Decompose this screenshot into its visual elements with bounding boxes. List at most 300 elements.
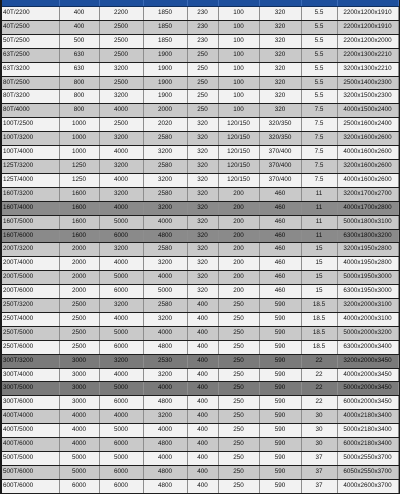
spec-cell: 320 [259,104,301,118]
spec-cell: 5000 [99,271,143,285]
spec-cell: 11 [301,201,337,215]
spec-cell: 5000 [59,465,99,479]
spec-cell: 200 [218,187,259,201]
spec-cell: 590 [259,396,301,410]
spec-cell: 5000x1800x3100 [337,215,398,229]
spec-cell: 5.5 [301,7,337,21]
spec-cell: 230 [187,20,218,34]
model-cell: 160T/3200 [2,187,59,201]
spec-cell: 4000 [99,257,143,271]
spec-cell: 250 [218,424,259,438]
spec-cell: 800 [59,104,99,118]
spec-cell: 800 [59,90,99,104]
spec-cell: 1850 [143,34,187,48]
model-cell: 100T/2500 [2,118,59,132]
spec-cell: 2500 [99,34,143,48]
spec-cell: 200 [218,257,259,271]
spec-cell: 590 [259,410,301,424]
spec-cell: 400 [187,465,218,479]
spec-cell: 11 [301,229,337,243]
spec-cell: 250 [218,368,259,382]
spec-cell: 250 [187,62,218,76]
spec-cell: 30 [301,424,337,438]
model-cell: 300T/3200 [2,354,59,368]
spec-cell: 400 [187,340,218,354]
spec-cell: 5000 [99,215,143,229]
table-row [2,271,398,285]
spec-cell: 400 [187,368,218,382]
table-row [2,34,398,48]
table-row [2,243,398,257]
spec-cell: 4000x2000x3100 [337,312,398,326]
spec-cell: 22 [301,354,337,368]
model-cell: 400T/6000 [2,438,59,452]
table-row [2,452,398,466]
spec-cell: 2500 [99,48,143,62]
spec-cell: 100 [218,104,259,118]
table-row [2,215,398,229]
spec-cell: 230 [187,34,218,48]
spec-cell: 3200x2000x3450 [337,354,398,368]
spec-cell: 320 [259,20,301,34]
spec-cell: 6000 [99,465,143,479]
model-cell: 300T/5000 [2,382,59,396]
spec-cell: 320 [187,271,218,285]
spec-cell: 4800 [143,465,187,479]
spec-cell: 400 [59,20,99,34]
spec-cell: 3200 [143,173,187,187]
table-row [2,62,398,76]
spec-cell: 3200x1500x2300 [337,90,398,104]
spec-cell: 4000 [143,326,187,340]
spec-cell: 5.5 [301,90,337,104]
spec-cell: 1250 [59,159,99,173]
spec-cell: 320 [259,90,301,104]
spec-cell: 3200 [143,201,187,215]
spec-cell: 3200x1600x2600 [337,159,398,173]
spec-cell: 3200 [143,312,187,326]
table-row [2,382,398,396]
spec-cell: 590 [259,340,301,354]
spec-cell: 2200x1200x1910 [337,20,398,34]
spec-cell: 400 [187,326,218,340]
model-cell: 250T/4000 [2,312,59,326]
spec-cell: 15 [301,271,337,285]
spec-table [2,0,399,494]
spec-cell: 1600 [59,229,99,243]
table-row [2,7,398,21]
spec-cell: 3200 [143,410,187,424]
spec-cell: 590 [259,299,301,313]
table-row [2,20,398,34]
table-row [2,201,398,215]
spec-cell: 370/400 [259,173,301,187]
spec-cell: 100 [218,20,259,34]
table-row [2,438,398,452]
spec-cell: 5.5 [301,48,337,62]
model-cell: 63T/3200 [2,62,59,76]
spec-cell: 4800 [143,229,187,243]
spec-cell: 5000 [143,285,187,299]
spec-cell: 4000 [99,146,143,160]
spec-cell: 250 [218,410,259,424]
spec-cell: 3200x1950x2800 [337,243,398,257]
spec-cell: 4800 [143,340,187,354]
spec-cell: 590 [259,354,301,368]
table-row [2,257,398,271]
spec-cell: 460 [259,243,301,257]
model-cell: 400T/5000 [2,424,59,438]
spec-cell: 2500 [99,20,143,34]
spec-cell: 3200 [143,146,187,160]
model-cell: 200T/6000 [2,285,59,299]
spec-cell: 5000 [59,452,99,466]
model-cell: 100T/3200 [2,132,59,146]
table-row [2,48,398,62]
model-cell: 200T/5000 [2,271,59,285]
spec-cell: 120/150 [218,146,259,160]
table-row [2,132,398,146]
spec-cell: 500 [59,34,99,48]
spec-cell: 4000 [143,271,187,285]
spec-cell: 3200 [99,62,143,76]
spec-cell: 2580 [143,243,187,257]
spec-cell: 5.5 [301,20,337,34]
spec-cell: 3200 [99,299,143,313]
spec-cell: 100 [218,34,259,48]
spec-cell: 1850 [143,20,187,34]
spec-cell: 2000 [59,243,99,257]
spec-cell: 250 [218,465,259,479]
spec-cell: 4000x2000x3450 [337,368,398,382]
spec-cell: 3200 [99,90,143,104]
spec-cell: 3000 [59,396,99,410]
spec-cell: 250 [187,104,218,118]
model-cell: 300T/6000 [2,396,59,410]
spec-cell: 3200 [99,187,143,201]
spec-cell: 4000 [143,382,187,396]
spec-cell: 37 [301,465,337,479]
spec-cell: 400 [187,299,218,313]
model-cell: 600T/6000 [2,479,59,493]
table-row [2,76,398,90]
spec-cell: 100 [218,76,259,90]
spec-cell: 320 [187,257,218,271]
spec-cell: 320 [259,76,301,90]
spec-cell: 460 [259,271,301,285]
spec-cell: 200 [218,229,259,243]
spec-cell: 320 [187,187,218,201]
spec-cell: 11 [301,215,337,229]
spec-cell: 15 [301,257,337,271]
spec-cell: 400 [187,354,218,368]
model-cell: 200T/3200 [2,243,59,257]
spec-cell: 7.5 [301,132,337,146]
spec-cell: 6300x1800x3200 [337,229,398,243]
spec-cell: 100 [218,62,259,76]
spec-cell: 4000 [99,368,143,382]
spec-cell: 3200 [99,354,143,368]
spec-cell: 18.5 [301,326,337,340]
spec-cell: 100 [218,7,259,21]
spec-cell: 2500x1600x2400 [337,118,398,132]
spec-cell: 320 [259,62,301,76]
model-cell: 80T/4000 [2,104,59,118]
model-cell: 250T/5000 [2,326,59,340]
spec-cell: 7.5 [301,173,337,187]
spec-cell: 3200x1700x2700 [337,187,398,201]
table-row [2,229,398,243]
spec-cell: 3200 [143,368,187,382]
spec-cell: 230 [187,7,218,21]
spec-cell: 630 [59,62,99,76]
spec-cell: 400 [187,424,218,438]
spec-cell: 320 [187,146,218,160]
table-row [2,354,398,368]
spec-cell: 22 [301,396,337,410]
spec-cell: 320 [187,215,218,229]
table-row [2,326,398,340]
spec-cell: 1900 [143,76,187,90]
spec-cell: 6000 [99,340,143,354]
spec-cell: 6000 [99,396,143,410]
spec-cell: 18.5 [301,312,337,326]
table-row [2,396,398,410]
spec-cell: 400 [187,479,218,493]
spec-cell: 30 [301,410,337,424]
spec-cell: 250 [218,299,259,313]
spec-cell: 7.5 [301,104,337,118]
spec-cell: 200 [218,215,259,229]
spec-cell: 400 [187,438,218,452]
spec-cell: 5000x1950x3000 [337,271,398,285]
spec-cell: 1900 [143,90,187,104]
spec-cell: 250 [187,76,218,90]
spec-cell: 250 [218,312,259,326]
table-row [2,465,398,479]
spec-cell: 460 [259,257,301,271]
spec-cell: 2000 [59,271,99,285]
spec-cell: 590 [259,438,301,452]
spec-cell: 2000 [59,257,99,271]
spec-cell: 18.5 [301,340,337,354]
spec-cell: 320/350 [259,118,301,132]
spec-cell: 1600 [59,187,99,201]
spec-cell: 2500 [59,326,99,340]
spec-cell: 2200x1200x2000 [337,34,398,48]
spec-cell: 590 [259,312,301,326]
spec-cell: 460 [259,215,301,229]
spec-cell: 3200x1600x2600 [337,132,398,146]
spec-cell: 2580 [143,187,187,201]
spec-cell: 320 [187,285,218,299]
spec-cell: 5000x2550x3700 [337,452,398,466]
spec-cell: 4000 [99,312,143,326]
spec-cell: 1600 [59,201,99,215]
spec-cell: 250 [218,479,259,493]
spec-cell: 30 [301,438,337,452]
spec-cell: 320 [259,7,301,21]
spec-cell: 590 [259,479,301,493]
spec-cell: 6000 [99,285,143,299]
spec-cell: 22 [301,368,337,382]
spec-cell: 37 [301,452,337,466]
spec-cell: 100 [218,48,259,62]
spec-cell: 4000 [59,438,99,452]
spec-cell: 400 [187,382,218,396]
spec-cell: 4800 [143,479,187,493]
spec-cell: 2500 [59,299,99,313]
spec-cell: 11 [301,187,337,201]
spec-cell: 320 [187,159,218,173]
model-cell: 50T/2500 [2,34,59,48]
spec-cell: 800 [59,76,99,90]
spec-cell: 4000 [99,173,143,187]
spec-cell: 120/150 [218,118,259,132]
spec-cell: 320 [187,132,218,146]
spec-cell: 7.5 [301,146,337,160]
model-cell: 400T/4000 [2,410,59,424]
model-cell: 80T/3200 [2,90,59,104]
spec-cell: 250 [218,354,259,368]
spec-cell: 2500 [99,118,143,132]
model-cell: 300T/4000 [2,368,59,382]
spec-cell: 4000x1950x2800 [337,257,398,271]
spec-cell: 320 [187,201,218,215]
model-cell: 40T/2200 [2,7,59,21]
spec-cell: 120/150 [218,159,259,173]
spec-cell: 4000 [99,104,143,118]
spec-cell: 400 [187,452,218,466]
spec-cell: 630 [59,48,99,62]
table-row [2,410,398,424]
spec-cell: 2500 [59,312,99,326]
spec-cell: 4000x1500x2400 [337,104,398,118]
spec-cell: 7.5 [301,118,337,132]
spec-cell: 2000 [59,285,99,299]
spec-cell: 400 [187,410,218,424]
spec-cell: 370/400 [259,146,301,160]
model-cell: 160T/5000 [2,215,59,229]
model-cell: 63T/2500 [2,48,59,62]
table-row [2,104,398,118]
spec-cell: 200 [218,243,259,257]
spec-cell: 3200x2000x3100 [337,299,398,313]
spec-cell: 250 [218,340,259,354]
spec-cell: 460 [259,201,301,215]
spec-cell: 4800 [143,396,187,410]
spec-cell: 5000 [99,424,143,438]
spec-cell: 590 [259,368,301,382]
table-row [2,479,398,493]
spec-cell: 1900 [143,62,187,76]
model-cell: 40T/2500 [2,20,59,34]
table-row [2,340,398,354]
model-cell: 500T/6000 [2,465,59,479]
spec-cell: 2200x1300x2210 [337,48,398,62]
spec-cell: 4000 [143,452,187,466]
spec-cell: 4800 [143,438,187,452]
spec-cell: 22 [301,382,337,396]
table-row [2,424,398,438]
spec-cell: 200 [218,285,259,299]
spec-cell: 6000 [59,479,99,493]
table-row [2,159,398,173]
spec-cell: 2200x1200x1910 [337,7,398,21]
table-row [2,312,398,326]
table-row [2,285,398,299]
spec-cell: 320 [187,118,218,132]
model-cell: 100T/4000 [2,146,59,160]
spec-cell: 5.5 [301,34,337,48]
spec-cell: 320 [259,48,301,62]
spec-cell: 370/400 [259,159,301,173]
model-cell: 250T/3200 [2,299,59,313]
spec-cell: 100 [218,90,259,104]
spec-cell: 320 [259,34,301,48]
spec-cell: 1000 [59,132,99,146]
spec-cell: 5000x2000x3200 [337,326,398,340]
spec-cell: 3000 [59,368,99,382]
spec-cell: 1000 [59,118,99,132]
spec-cell: 3000 [59,354,99,368]
spec-cell: 4000x2600x3700 [337,479,398,493]
spec-cell: 37 [301,479,337,493]
model-cell: 200T/4000 [2,257,59,271]
spec-cell: 250 [187,48,218,62]
spec-cell: 1600 [59,215,99,229]
spec-cell: 320/350 [259,132,301,146]
spec-cell: 4000 [99,201,143,215]
spec-cell: 5000 [99,382,143,396]
spec-cell: 18.5 [301,299,337,313]
spec-cell: 5000 [99,452,143,466]
spec-cell: 320 [187,173,218,187]
spec-cell: 250 [218,382,259,396]
spec-cell: 590 [259,424,301,438]
spec-cell: 320 [187,229,218,243]
spec-cell: 2020 [143,118,187,132]
spec-cell: 15 [301,285,337,299]
spec-table-body [2,0,398,493]
spec-cell: 5000x2180x3400 [337,424,398,438]
spec-cell: 400 [59,7,99,21]
spec-cell: 120/150 [218,173,259,187]
table-row [2,299,398,313]
spec-cell: 4000 [143,424,187,438]
spec-cell: 2530 [143,354,187,368]
spec-cell: 250 [218,326,259,340]
model-cell: 125T/3200 [2,159,59,173]
spec-cell: 6300x1950x3000 [337,285,398,299]
spec-cell: 4000x1700x2800 [337,201,398,215]
model-cell: 250T/6000 [2,340,59,354]
table-row [2,187,398,201]
spec-cell: 200 [218,271,259,285]
model-cell: 160T/4000 [2,201,59,215]
spec-cell: 4000 [59,424,99,438]
spec-cell: 5.5 [301,76,337,90]
spec-cell: 1250 [59,173,99,187]
spec-cell: 400 [187,396,218,410]
spec-cell: 15 [301,243,337,257]
spec-cell: 2500 [99,76,143,90]
spec-cell: 250 [187,90,218,104]
spec-cell: 250 [218,438,259,452]
model-cell: 80T/2500 [2,76,59,90]
model-cell: 125T/4000 [2,173,59,187]
spec-cell: 320 [187,243,218,257]
